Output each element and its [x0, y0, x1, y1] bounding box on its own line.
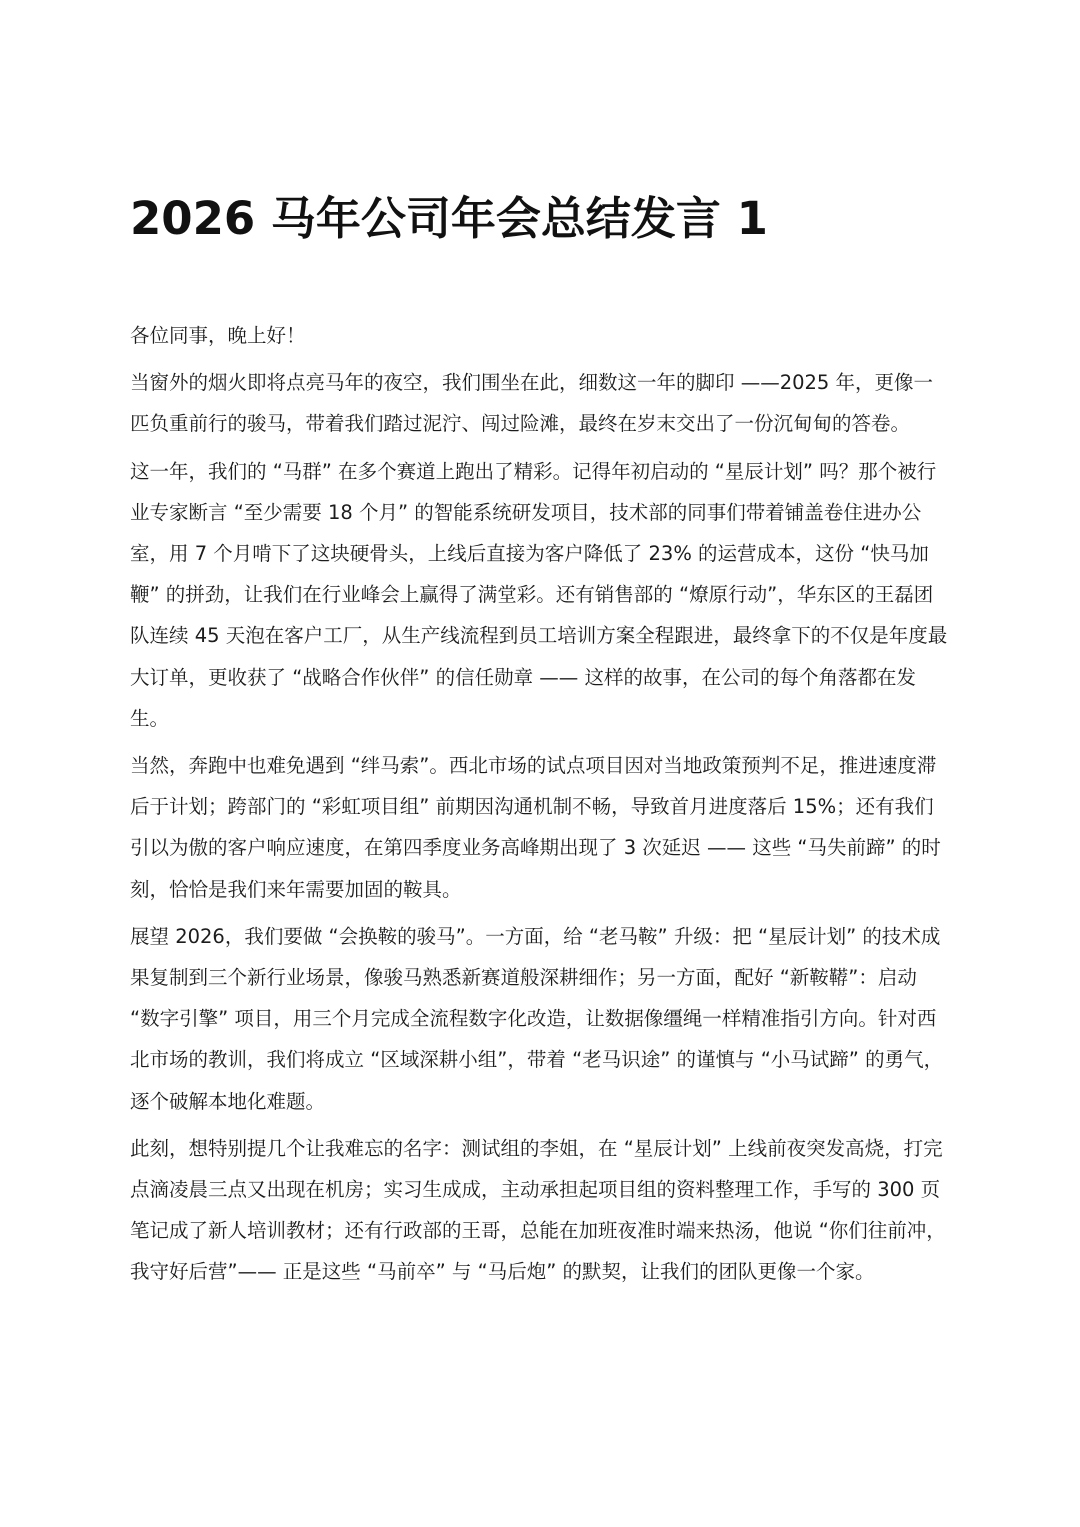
document-body — [130, 315, 950, 1299]
document-title: 2026 马年公司年会总结发言 1 — [130, 192, 768, 245]
body-paragraph: 当窗外的烟火即将点亮马年的夜空，我们围坐在此，细数这一年的脚印 ——2025 年，更像一匹负重前行的骏马，带着我们踏过泥泞、闯过险滩，最终在岁末交出了一份沉甸甸的答卷。 — [130, 371, 934, 436]
greeting-paragraph: 各位同事，晚上好！ — [130, 324, 306, 347]
body-paragraph: 当然，奔跑中也难免遇到 “绊马索”。西北市场的试点项目因对当地政策预判不足，推进速度滞后于计划；跨部门的 “彩虹项目组” 前期因沟通机制不畅，导致首月进度落后 15%；还有我们引以为傲的客户响应速度，在第四季度业务高峰期出现了 3 次延迟 —— 这些 “马失前蹄” 的时刻，恰恰是我们来年需要加固的鞍具。 — [130, 754, 941, 901]
body-paragraph: 这一年，我们的 “马群” 在多个赛道上跑出了精彩。记得年初启动的 “星辰计划” 吗？那个被行业专家断言 “至少需要 18 个月” 的智能系统研发项目，技术部的同事们带着铺盖卷住进办公室，用 7 个月啃下了这块硬骨头，上线后直接为客户降低了 23% 的运营成本，这份 “快马加鞭” 的拼劲，让我们在行业峰会上赢得了满堂彩。还有销售部的 “燎原行动”，华东区的王磊团队连续 45 天泡在客户工厂，从生产线流程到员工培训方案全程跟进，最终拿下的不仅是年度最大订单，更收获了 “战略合作伙伴” 的信任勋章 —— 这样的故事，在公司的每个角落都在发生。 — [130, 459, 948, 730]
body-paragraph: 展望 2026，我们要做 “会换鞍的骏马”。一方面，给 “老马鞍” 升级：把 “星辰计划” 的技术成果复制到三个新行业场景，像骏马熟悉新赛道般深耕细作；另一方面，配好 “新鞍鞯”：启动 “数字引擎” 项目，用三个月完成全流程数字化改造，让数据像缰绳一样精准指引方向。针对西北市场的教训，我们将成立 “区域深耕小组”，带着 “老马识途” 的谨慎与 “小马试蹄” 的勇气，逐个破解本地化难题。 — [130, 924, 944, 1113]
body-paragraph: 此刻，想特别提几个让我难忘的名字：测试组的李姐，在 “星辰计划” 上线前夜突发高烧，打完点滴凌晨三点又出现在机房；实习生成成，主动承担起项目组的资料整理工作，手写的 300 页笔记成了新人培训教材；还有行政部的王哥，总能在加班夜准时端来热汤，他说 “你们往前冲，我守好后营”—— 正是这些 “马前卒” 与 “马后炮” 的默契，让我们的团队更像一个家。 — [130, 1136, 946, 1284]
